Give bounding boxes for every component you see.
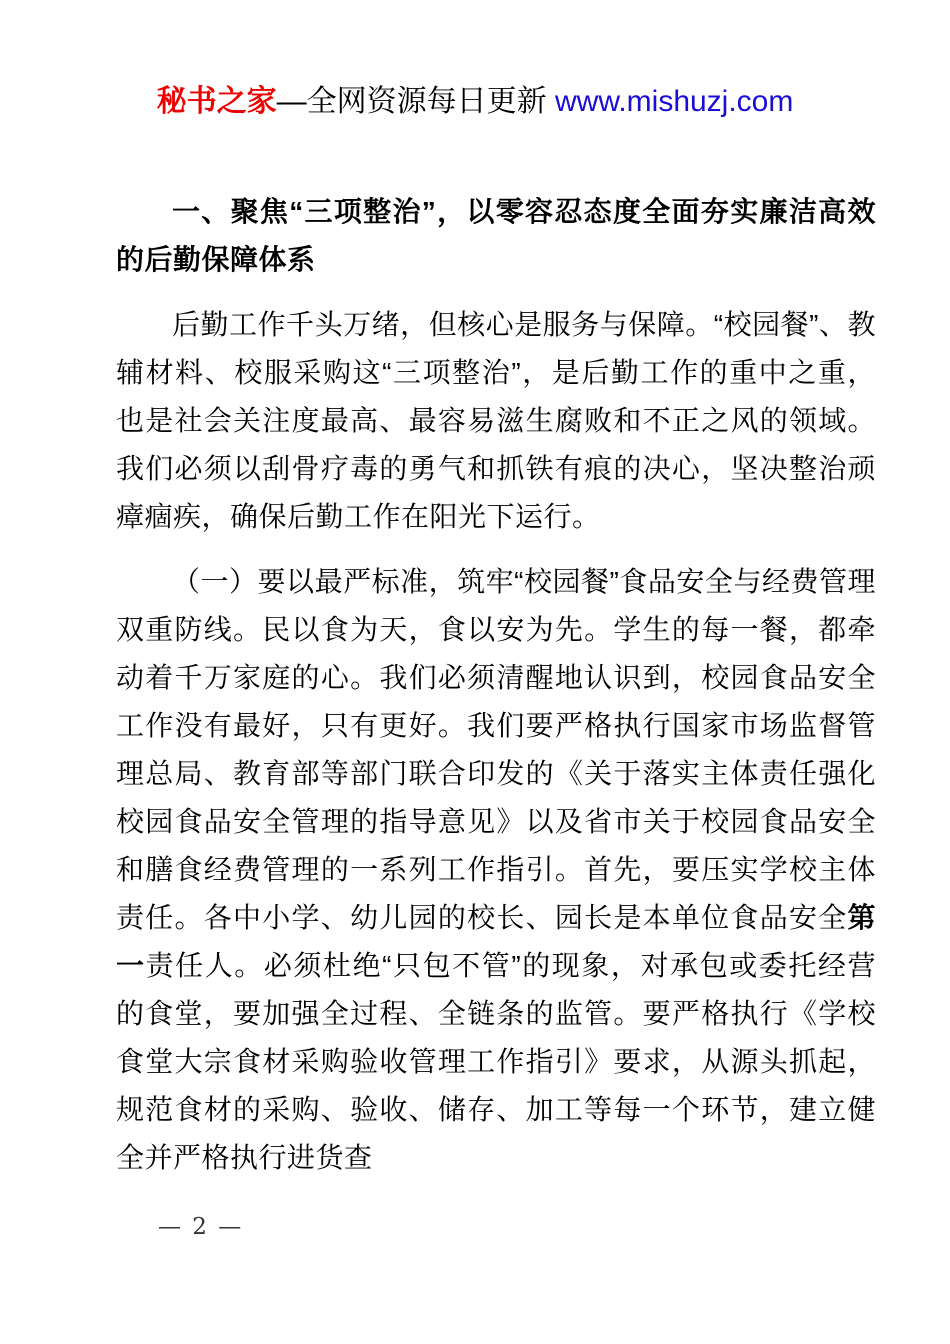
site-brand: 秘书之家 <box>156 85 277 118</box>
section-heading: 一、聚焦“三项整治”，以零容忍态度全面夯实廉洁高效的后勤保障体系 <box>116 196 876 275</box>
emphasis-text: 第一 <box>116 902 876 981</box>
site-tagline: —全网资源每日更新 <box>276 85 555 118</box>
page-footer <box>158 1214 243 1240</box>
paragraph-text: 责任人。必须杜绝“只包不管”的现象，对承包或委托经营的食堂，要加强全过程、全链条的监管。要严格执行《学校食堂大宗食材采购验收管理工作指引》要求，从源头抓起，规范食材的采购、验收、储存、加工等每一个环节，建立健全并严格执行进货查 <box>116 950 876 1173</box>
site-header <box>0 84 950 120</box>
paragraph-text: （一）要以最严标准，筑牢“校园餐”食品安全与经费管理双重防线。民以食为天，食以安为先。学生的每一餐，都牵动着千万家庭的心。我们必须清醒地认识到，校园食品安全工作没有最好，只有更好。我们要严格执行国家市场监督管理总局、教育部等部门联合印发的《关于落实主体责任强化校园食品安全管理的指导意见》以及省市关于校园食品安全和膳食经费管理的一系列工作指引。首先，要压实学校主体责任。各中小学、幼儿园的校长、园长是本单位食品安全 <box>116 566 876 933</box>
document-body <box>116 188 876 1199</box>
body-paragraph <box>116 558 876 1182</box>
paragraph-text: 后勤工作千头万绪，但核心是服务与保障。“校园餐”、教辅材料、校服采购这“三项整治”，是后勤工作的重中之重，也是社会关注度最高、最容易滋生腐败和不正之风的领域。我们必须以刮骨疗毒的勇气和抓铁有痕的决心，坚决整治顽瘴痼疾，确保后勤工作在阳光下运行。 <box>116 309 876 532</box>
paragraph-container <box>116 301 876 1182</box>
site-url-link[interactable]: www.mishuzj.com <box>554 85 794 118</box>
body-paragraph <box>116 301 876 541</box>
page-number: — 2 — <box>158 1214 244 1240</box>
